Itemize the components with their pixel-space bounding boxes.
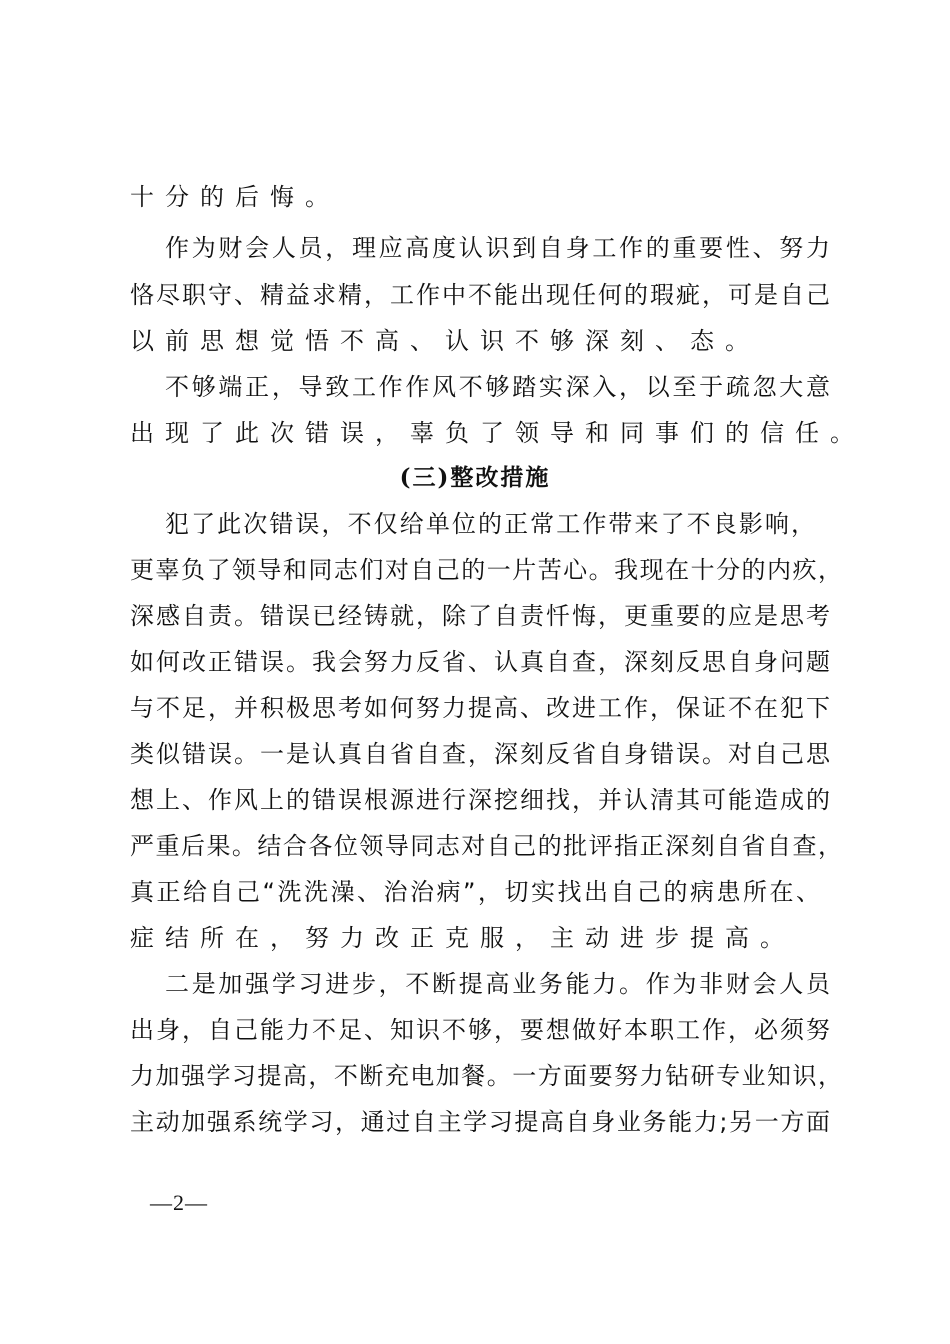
text-line: 想上、作风上的错误根源进行深挖细找，并认清其可能造成的 <box>130 786 830 814</box>
text-line: 作为财会人员，理应高度认识到自身工作的重要性、努力 <box>165 234 830 262</box>
text-line: 真正给自己“洗洗澡、治治病”，切实找出自己的病患所在、 <box>130 878 820 906</box>
text-line: 二是加强学习进步，不断提高业务能力。作为非财会人员 <box>165 970 830 998</box>
section-heading: (三)整改措施 <box>399 464 551 491</box>
text-line: 类似错误。一是认真自省自查，深刻反省自身错误。对自己思 <box>130 740 830 768</box>
text-line: 严重后果。结合各位领导同志对自己的批评指正深刻自省自查， <box>130 832 842 860</box>
text-line: 出现了此次错误，辜负了领导和同事们的信任。 <box>130 419 865 447</box>
text-line: 主动加强系统学习，通过自主学习提高自身业务能力;另一方面 <box>130 1108 830 1136</box>
text-line: 不够端正，导致工作作风不够踏实深入，以至于疏忽大意 <box>165 373 830 401</box>
text-line: 如何改正错误。我会努力反省、认真自查，深刻反思自身问题 <box>130 648 830 676</box>
text-line: 症结所在，努力改正克服，主动进步提高。 <box>130 924 795 952</box>
text-line: 犯了此次错误，不仅给单位的正常工作带来了不良影响， <box>165 510 815 538</box>
text-line: 力加强学习提高，不断充电加餐。一方面要努力钻研专业知识， <box>130 1062 842 1090</box>
text-line: 更辜负了领导和同志们对自己的一片苦心。我现在十分的内疚， <box>130 556 842 584</box>
text-line: 以前思想觉悟不高、认识不够深刻、态。 <box>130 327 760 355</box>
text-line: 深感自责。错误已经铸就，除了自责忏悔，更重要的应是思考 <box>130 602 830 630</box>
text-line: 与不足，并积极思考如何努力提高、改进工作，保证不在犯下 <box>130 694 830 722</box>
text-line: 恪尽职守、精益求精，工作中不能出现任何的瑕疵，可是自己 <box>130 281 830 309</box>
text-line: 出身，自己能力不足、知识不够，要想做好本职工作，必须努 <box>130 1016 830 1044</box>
text-line: 十分的后悔。 <box>130 183 340 211</box>
page-number: —2— <box>150 1190 208 1215</box>
